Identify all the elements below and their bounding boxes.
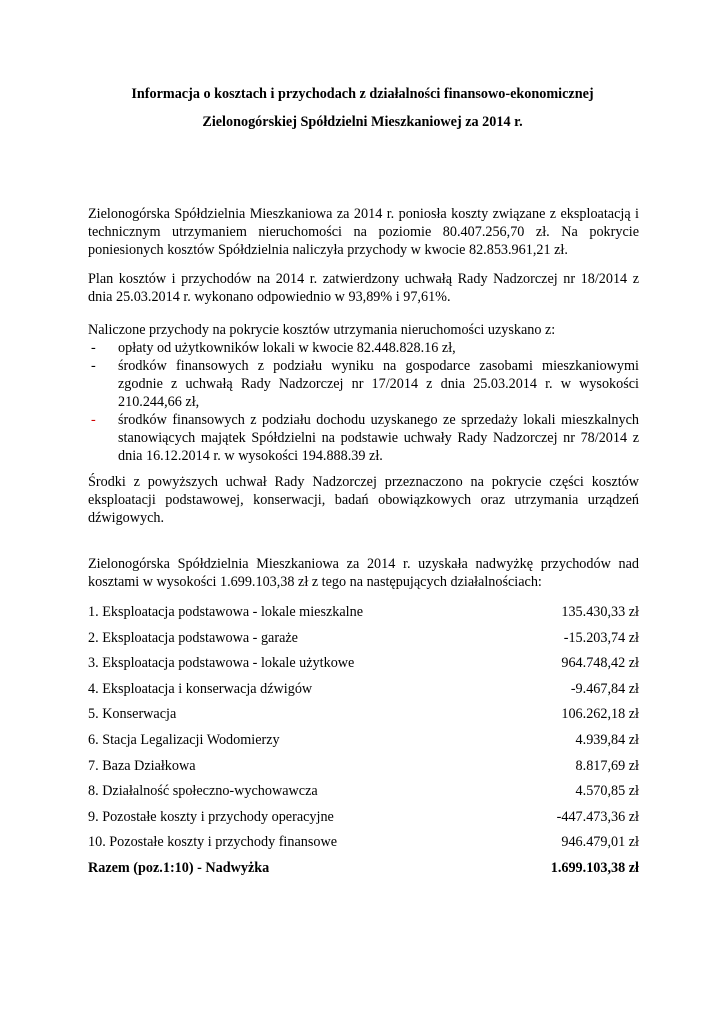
total-label: Razem (poz.1:10) - Nadwyżka [88,859,270,876]
results-table [88,603,639,885]
row-label: 4. Eksploatacja i konserwacja dźwigów [88,680,313,697]
list-item-text: opłaty od użytkowników lokali w kwocie 82.448.828.16 zł, [118,340,456,356]
table-row [88,680,639,706]
table-row [88,629,639,655]
table-row [88,654,639,680]
row-label: 3. Eksploatacja podstawowa - lokale użytkowe [88,655,355,672]
table-row [88,782,639,808]
list-item-text: środków finansowych z podziału wyniku na gospodarce zasobami mieszkaniowymi zgodnie z uchwałą Rady Nadzorczej nr 17/2014 z dnia 25.03.2014 r. w wysokości 210.244,66 zł, [118,358,639,410]
table-row [88,705,639,731]
row-value: -15.203,74 zł [563,629,639,646]
plan-paragraph: Plan kosztów i przychodów na 2014 r. zatwierdzony uchwałą Rady Nadzorczej nr 18/2014 z dnia 25.03.2014 r. wykonano odpowiednio w 93,89% i 97,61%. [88,271,639,305]
row-label: 9. Pozostałe koszty i przychody operacyjne [88,808,334,825]
table-row [88,603,639,629]
table-row [88,833,639,859]
row-value: 4.570,85 zł [575,783,639,800]
list-item [88,339,639,357]
table-row [88,808,639,834]
row-value: -447.473,36 zł [556,808,639,825]
row-label: 10. Pozostałe koszty i przychody finansowe [88,834,338,851]
row-value: 964.748,42 zł [561,655,639,672]
surplus-paragraph: Zielonogórska Spółdzielnia Mieszkaniowa za 2014 r. uzyskała nadwyżkę przychodów nad kosztami w wysokości 1.699.103,38 zł z tego na następujących działalnościach: [88,556,639,590]
list-item-text: środków finansowych z podziału dochodu uzyskanego ze sprzedaży lokali mieszkalnych stanowiących majątek Spółdzielni na podstawie uchwały Rady Nadzorczej nr 78/2014 z dnia 16.12.2014 r. w wysokości 194.888.39 zł. [118,412,639,464]
list-dash: - [91,412,96,428]
total-value: 1.699.103,38 zł [550,859,639,876]
row-value: 946.479,01 zł [561,834,639,851]
row-label: 6. Stacja Legalizacji Wodomierzy [88,731,280,748]
document-title-line-1: Informacja o kosztach i przychodach z działalności finansowo-ekonomicznej [131,86,594,102]
list-dash: - [91,340,96,356]
income-intro-paragraph: Naliczone przychody na pokrycie kosztów utrzymania nieruchomości uzyskano z: [88,322,556,338]
row-value: 135.430,33 zł [561,604,639,620]
total-row [88,859,639,885]
row-label: 2. Eksploatacja podstawowa - garaże [88,629,298,646]
row-value: 4.939,84 zł [575,731,639,748]
list-dash: - [91,358,96,374]
row-label: 8. Działalność społeczno-wychowawcza [88,783,318,800]
row-value: -9.467,84 zł [570,680,639,697]
list-item [88,411,639,465]
table-row [88,731,639,757]
table-row [88,757,639,783]
row-value: 8.817,69 zł [575,757,639,774]
income-sources-list [88,339,639,465]
row-label: 1. Eksploatacja podstawowa - lokale mieszkalne [88,604,363,620]
row-label: 5. Konserwacja [88,706,177,723]
list-item [88,357,639,411]
allocation-paragraph: Środki z powyższych uchwał Rady Nadzorczej przeznaczono na pokrycie części kosztów eksploatacji podstawowej, konserwacji, badań obowiązkowych oraz utrzymania urządzeń dźwigowych. [88,474,639,526]
document-title-line-2: Zielonogórskiej Spółdzielni Mieszkaniowej za 2014 r. [202,114,523,130]
costs-paragraph: Zielonogórska Spółdzielnia Mieszkaniowa za 2014 r. poniosła koszty związane z eksploatacją i technicznym utrzymaniem nieruchomości na poziomie 80.407.256,70 zł. Na pokrycie poniesionych kosztów Spółdzielnia naliczyła przychody w kwocie 82.853.961,21 zł. [88,206,639,258]
row-value: 106.262,18 zł [561,706,639,723]
row-label: 7. Baza Działkowa [88,757,196,774]
